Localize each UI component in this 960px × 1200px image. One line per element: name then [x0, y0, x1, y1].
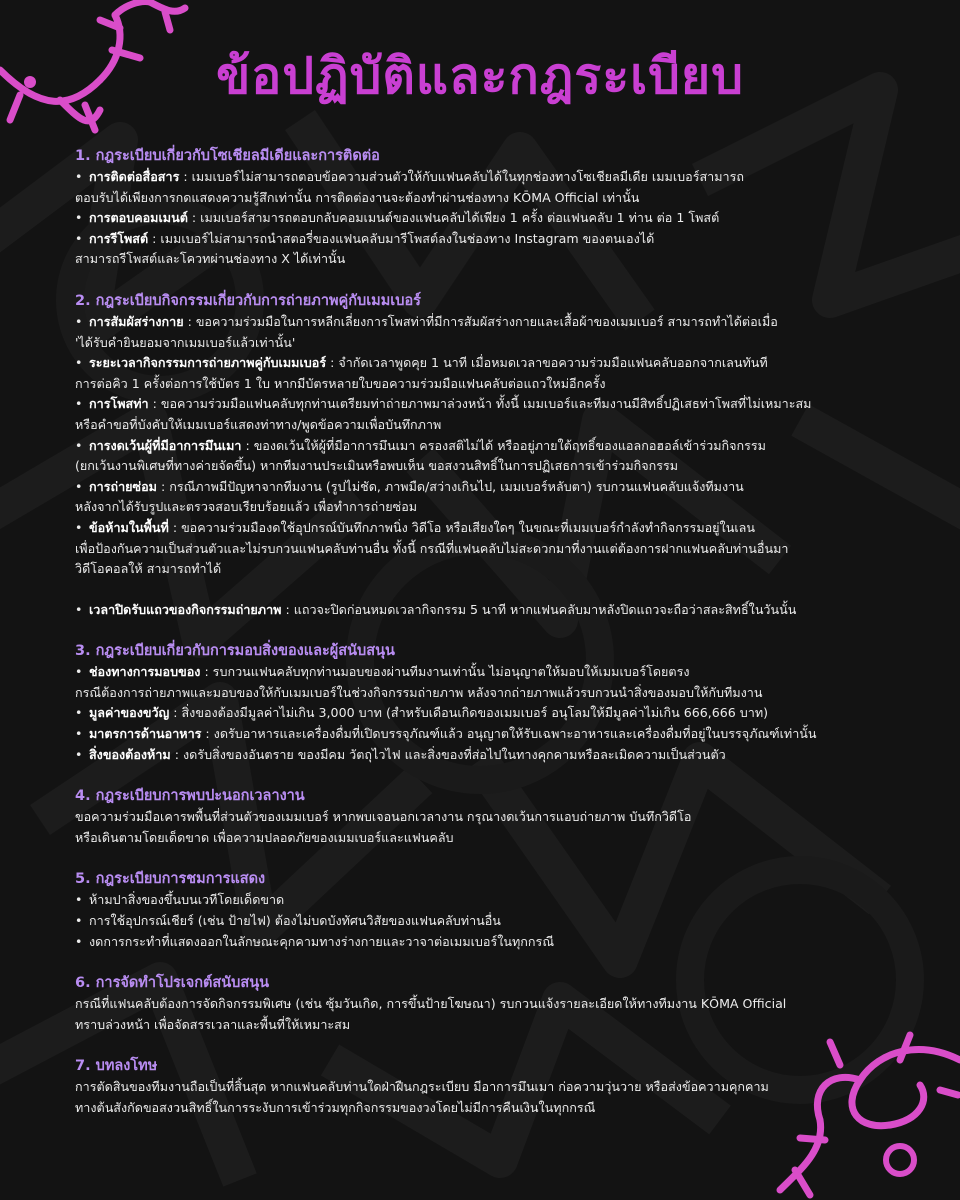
list-item: • งดการกระทำที่แสดงออกในลักษณะคุกคามทางร่างกายและวาจาต่อเมมเบอร์ในทุกกรณี — [75, 933, 555, 949]
section-heading: 6. การจัดทำโปรเจกต์สนับสนุน — [75, 975, 270, 992]
list-item-continuation: กรณีต้องการถ่ายภาพและมอบของให้กับเมมเบอร์ในช่วงกิจกรรมถ่ายภาพ หลังจากถ่ายภาพแล้วรบกวนนำสิ่งของมอบให้กับทีมงาน — [75, 684, 763, 700]
list-item: • การใช้อุปกรณ์เชียร์ (เช่น ป้ายไฟ) ต้องไม่บดบังทัศนวิสัยของแฟนคลับท่านอื่น — [75, 913, 501, 929]
section-gifts — [75, 641, 895, 765]
list-item: • ช่องทางการมอบของ : รบกวนแฟนคลับทุกท่านมอบของผ่านทีมงานเท่านั้น ไม่อนุญาตให้มอบให้เมมเบอร์โดยตรง — [75, 664, 690, 680]
paragraph-line: หรือเดินตามโดยเด็ดขาด เพื่อความปลอดภัยของเมมเบอร์และแฟนคลับ — [75, 829, 454, 845]
section-heading: 4. กฎระเบียบการพบปะนอกเวลางาน — [75, 788, 305, 805]
list-item-continuation: เพื่อป้องกันความเป็นส่วนตัวและไม่รบกวนแฟนคลับท่านอื่น ทั้งนี้ กรณีที่แฟนคลับไม่สะดวกมาที่งานแต่ต้องการฝากแฟนคลับท่านอื่นมา — [75, 540, 789, 556]
list-item-continuation: หรือคำขอที่บังคับให้เมมเบอร์แสดงท่าทาง/พูดข้อความเพื่อบันทึกภาพ — [75, 416, 442, 432]
list-item: • การถ่ายซ่อม : กรณีภาพมีปัญหาจากทีมงาน (รูปไม่ชัด, ภาพมืด/สว่างเกินไป, เมมเบอร์หลับตา) รบกวนแฟนคลับแจ้งทีมงาน — [75, 478, 744, 494]
section-heading: 2. กฎระเบียบกิจกรรมเกี่ยวกับการถ่ายภาพคู่กับเมมเบอร์ — [75, 292, 421, 309]
list-item: • ข้อห้ามในพื้นที่ : ขอความร่วมมืองดใช้อุปกรณ์บันทึกภาพนิ่ง วิดีโอ หรือเสียงใดๆ ในขณะที่เมมเบอร์กำลังทำกิจกรรมอยู่ในเลน — [75, 519, 755, 535]
list-item: • เวลาปิดรับแถวของกิจกรรมถ่ายภาพ : แถวจะปิดก่อนหมดเวลากิจกรรม 5 นาที หากแฟนคลับมาหลังปิดแถวจะถือว่าสละสิทธิ์ในวันนั้น — [75, 601, 797, 617]
list-item-continuation: ตอบรับได้เพียงการกดแสดงความรู้สึกเท่านั้น การติดต่องานจะต้องทำผ่านช่องทาง KŌMA Official เท่านั้น — [75, 189, 640, 205]
list-item: • การโพสท่า : ขอความร่วมมือแฟนคลับทุกท่านเตรียมท่าถ่ายภาพมาล่วงหน้า ทั้งนี้ เมมเบอร์และทีมงานมีสิทธิ์ปฏิเสธท่าโพสที่ไม่เหมาะสม — [75, 396, 812, 412]
list-item: • ห้ามปาสิ่งของขึ้นบนเวทีโดยเด็ดขาด — [75, 892, 285, 908]
list-item: • การรีโพสต์ : เมมเบอร์ไม่สามารถนำสตอรี่ของแฟนคลับมารีโพสต์ลงในช่องทาง Instagram ของตนเองได้ — [75, 230, 655, 246]
section-heading: 7. บทลงโทษ — [75, 1058, 158, 1075]
list-item: • มาตรการด้านอาหาร : งดรับอาหารและเครื่องดื่มที่เปิดบรรจุภัณฑ์แล้ว อนุญาตให้รับเฉพาะอาหารและเครื่องดื่มที่อยู่ในบรรจุภัณฑ์เท่านั้น — [75, 726, 817, 742]
list-item-continuation: การต่อคิว 1 ครั้งต่อการใช้บัตร 1 ใบ หากมีบัตรหลายใบขอความร่วมมือแฟนคลับต่อแถวใหม่อีกครั้ง — [75, 375, 606, 391]
list-item-continuation: หลังจากได้รับรูปและตรวจสอบเรียบร้อยแล้ว เพื่อทำการถ่ายซ่อม — [75, 499, 418, 515]
list-item: • การสัมผัสร่างกาย : ขอความร่วมมือในการหลีกเลี่ยงการโพสท่าที่มีการสัมผัสร่างกายและเสื้อผ้าของเมมเบอร์ สามารถทำได้ต่อเมื่อ — [75, 313, 778, 329]
list-item: • สิ่งของต้องห้าม : งดรับสิ่งของอันตราย ของมีคม วัตถุไวไฟ และสิ่งของที่ส่อไปในทางคุกคามหรือละเมิดความเป็นส่วนตัว — [75, 746, 726, 762]
section-heading: 1. กฎระเบียบเกี่ยวกับโซเชียลมีเดียและการติดต่อ — [75, 148, 380, 164]
list-item-continuation: (ยกเว้นงานพิเศษที่ทางค่ายจัดขึ้น) หากทีมงานประเมินหรือพบเห็น ขอสงวนสิทธิ์ในการปฏิเสธการเข้าร่วมกิจกรรม — [75, 458, 679, 474]
paragraph-line: ทางต้นสังกัดขอสงวนสิทธิ์ในการระงับการเข้าร่วมทุกกิจกรรมของวงโดยไม่มีการคืนเงินในทุกกรณี — [75, 1100, 596, 1115]
paragraph-line: ขอความร่วมมือเคารพพื้นที่ส่วนตัวของเมมเบอร์ หากพบเจอนอกเวลางาน กรุณางดเว้นการแอบถ่ายภาพ บันทึกวิดีโอ — [75, 809, 692, 825]
list-item: • มูลค่าของขวัญ : สิ่งของต้องมีมูลค่าไม่เกิน 3,000 บาท (สำหรับเดือนเกิดของเมมเบอร์ อนุโลมให้มีมูลค่าไม่เกิน 666,666 บาท) — [75, 705, 769, 721]
list-item: • การงดเว้นผู้ที่มีอาการมึนเมา : ของดเว้นให้ผู้ที่มีอาการมึนเมา ครองสติไม่ได้ หรืออยู่ภายใต้ฤทธิ์ของแอลกอฮอล์เข้าร่วมกิจกรรม — [75, 437, 766, 453]
section-support-project — [75, 973, 895, 1035]
section-heading: 5. กฎระเบียบการชมการแสดง — [75, 871, 266, 888]
list-item-continuation: วิดีโอคอลให้ สามารถทำได้ — [75, 561, 222, 577]
list-item: • การตอบคอมเมนต์ : เมมเบอร์สามารถตอบกลับคอมเมนต์ของแฟนคลับได้เพียง 1 ครั้ง ต่อแฟนคลับ 1 ท่าน ต่อ 1 โพสต์ — [75, 210, 720, 226]
section-performance — [75, 869, 895, 952]
section-photo-activity — [75, 291, 895, 620]
section-penalties — [75, 1056, 895, 1118]
section-off-hours — [75, 786, 895, 848]
page-title: ข้อปฏิบัติและกฎระเบียบ — [216, 47, 744, 105]
section-heading: 3. กฎระเบียบเกี่ยวกับการมอบสิ่งของและผู้สนับสนุน — [75, 643, 395, 660]
section-social-media — [75, 146, 895, 270]
paragraph-line: การตัดสินของทีมงานถือเป็นที่สิ้นสุด หากแฟนคลับท่านใดฝ่าฝืนกฎระเบียบ มีอาการมึนเมา ก่อความวุ่นวาย หรือส่งข้อความคุกคาม — [75, 1079, 769, 1095]
rules-content — [75, 0, 895, 1119]
list-item-continuation: 'ได้รับคำยินยอมจากเมมเบอร์แล้วเท่านั้น' — [75, 334, 296, 350]
list-item: • การติดต่อสื่อสาร : เมมเบอร์ไม่สามารถตอบข้อความส่วนตัวให้กับแฟนคลับได้ในทุกช่องทางโซเชียลมีเดีย เมมเบอร์สามารถ — [75, 169, 744, 184]
paragraph-line: ทราบล่วงหน้า เพื่อจัดสรรเวลาและพื้นที่ให้เหมาะสม — [75, 1016, 351, 1032]
list-item-continuation: สามารถรีโพสต์และโควทผ่านช่องทาง X ได้เท่านั้น — [75, 251, 346, 267]
paragraph-line: กรณีที่แฟนคลับต้องการจัดกิจกรรมพิเศษ (เช่น ซุ้มวันเกิด, การขึ้นป้ายโฆษณา) รบกวนแจ้งรายละเอียดให้ทางทีมงาน KŌMA Official — [75, 996, 787, 1012]
list-item: • ระยะเวลากิจกรรมการถ่ายภาพคู่กับเมมเบอร์ : จำกัดเวลาพูดคุย 1 นาที เมื่อหมดเวลาขอความร่วมมือแฟนคลับออกจากเลนทันที — [75, 355, 768, 371]
